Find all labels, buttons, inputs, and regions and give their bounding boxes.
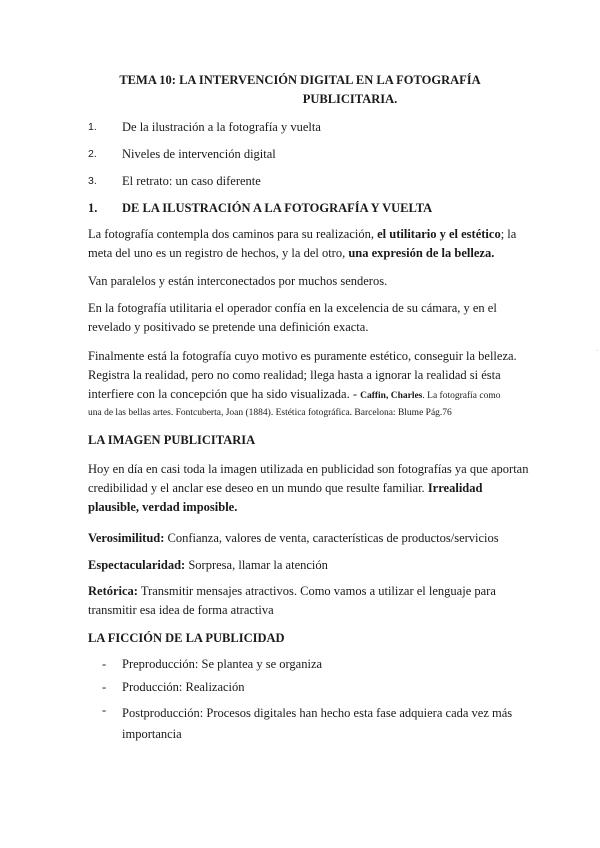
toc-number: 3. [88, 175, 97, 187]
list-item: Producción: Realización [122, 680, 245, 694]
title-line-2: PUBLICITARIA. [302, 92, 398, 106]
citation-text: . La fotografía como [422, 391, 501, 401]
definition-term: Verosimilitud: [88, 531, 165, 545]
definition [88, 529, 499, 548]
toc-item: Niveles de intervención digital [122, 147, 276, 161]
text-line: revelado y positivado se pretende una definición exacta. [88, 320, 369, 334]
text-line: Registra la realidad, pero no como realidad; llega hasta a ignorar la realidad si ésta [88, 368, 501, 382]
citation-text: una de las bellas artes. Fontcuberta, Joan (1884). Estética fotográfica. Barcelona: Blume Pág.76 [88, 408, 452, 418]
definition [88, 582, 496, 620]
paragraph [88, 299, 497, 337]
text-run: La fotografía contempla dos caminos para su realización, [88, 227, 374, 241]
bullet-dash: - [102, 657, 107, 671]
section-heading: LA FICCIÓN DE LA PUBLICIDAD [88, 631, 285, 645]
text-run: credibilidad y el anclar ese deseo en un mundo que resulte familiar. [88, 481, 425, 495]
text-line: Finalmente está la fotografía cuyo motivo es puramente estético, conseguir la belleza. [88, 349, 517, 363]
text-run: meta del uno es un registro de hechos, y la del otro, [88, 246, 346, 260]
definition-term: Espectacularidad: [88, 558, 186, 572]
text-line: importancia [122, 727, 182, 741]
paragraph [88, 225, 516, 263]
bullet-dash: - [102, 703, 107, 717]
margin-mark: · [596, 348, 598, 354]
text-line: Postproducción: Procesos digitales han hecho esta fase adquiera cada vez más [122, 706, 513, 720]
toc-item: De la ilustración a la fotografía y vuelta [122, 120, 321, 134]
text-line: Hoy en día en casi toda la imagen utilizada en publicidad son fotografías ya que aportan [88, 462, 529, 476]
definition-text: Transmitir mensajes atractivos. Como vamos a utilizar el lenguaje para [137, 584, 496, 598]
page-title [90, 71, 510, 109]
list-item: Preproducción: Se plantea y se organiza [122, 657, 323, 671]
bold-text: plausible, verdad imposible. [88, 500, 238, 514]
citation-author: Caffin, Charles [360, 391, 423, 401]
text-line: En la fotografía utilitaria el operador confía en la excelencia de su cámara, y en el [88, 301, 497, 315]
bold-text: Irrealidad [427, 481, 483, 495]
paragraph [88, 347, 517, 420]
bold-text: el utilitario y el estético [377, 227, 501, 241]
title-line-1: TEMA 10: LA INTERVENCIÓN DIGITAL EN LA FOTOGRAFÍA [119, 73, 481, 87]
bullet-dash: - [102, 680, 107, 694]
section-number: 1. [88, 201, 98, 215]
definition-text: Sorpresa, llamar la atención [185, 558, 328, 572]
definition-text: Confianza, valores de venta, características de productos/servicios [164, 531, 499, 545]
text-line: transmitir esa idea de forma atractiva [88, 603, 274, 617]
bold-text: una expresión de la belleza. [348, 246, 495, 260]
section-heading: LA IMAGEN PUBLICITARIA [88, 433, 256, 447]
toc-number: 1. [88, 121, 97, 133]
toc-item: El retrato: un caso diferente [122, 174, 261, 188]
text-run: interfiere con la concepción que ha sido visualizada. - [88, 387, 357, 401]
list-item [122, 703, 512, 745]
definition [88, 556, 328, 575]
toc-number: 2. [88, 148, 97, 160]
paragraph [88, 460, 528, 517]
section-heading: DE LA ILUSTRACIÓN A LA FOTOGRAFÍA Y VUELTA [122, 201, 433, 215]
paragraph: Van paralelos y están interconectados por muchos senderos. [88, 274, 388, 288]
definition-term: Retórica: [88, 584, 138, 598]
text-run: ; la [500, 227, 517, 241]
